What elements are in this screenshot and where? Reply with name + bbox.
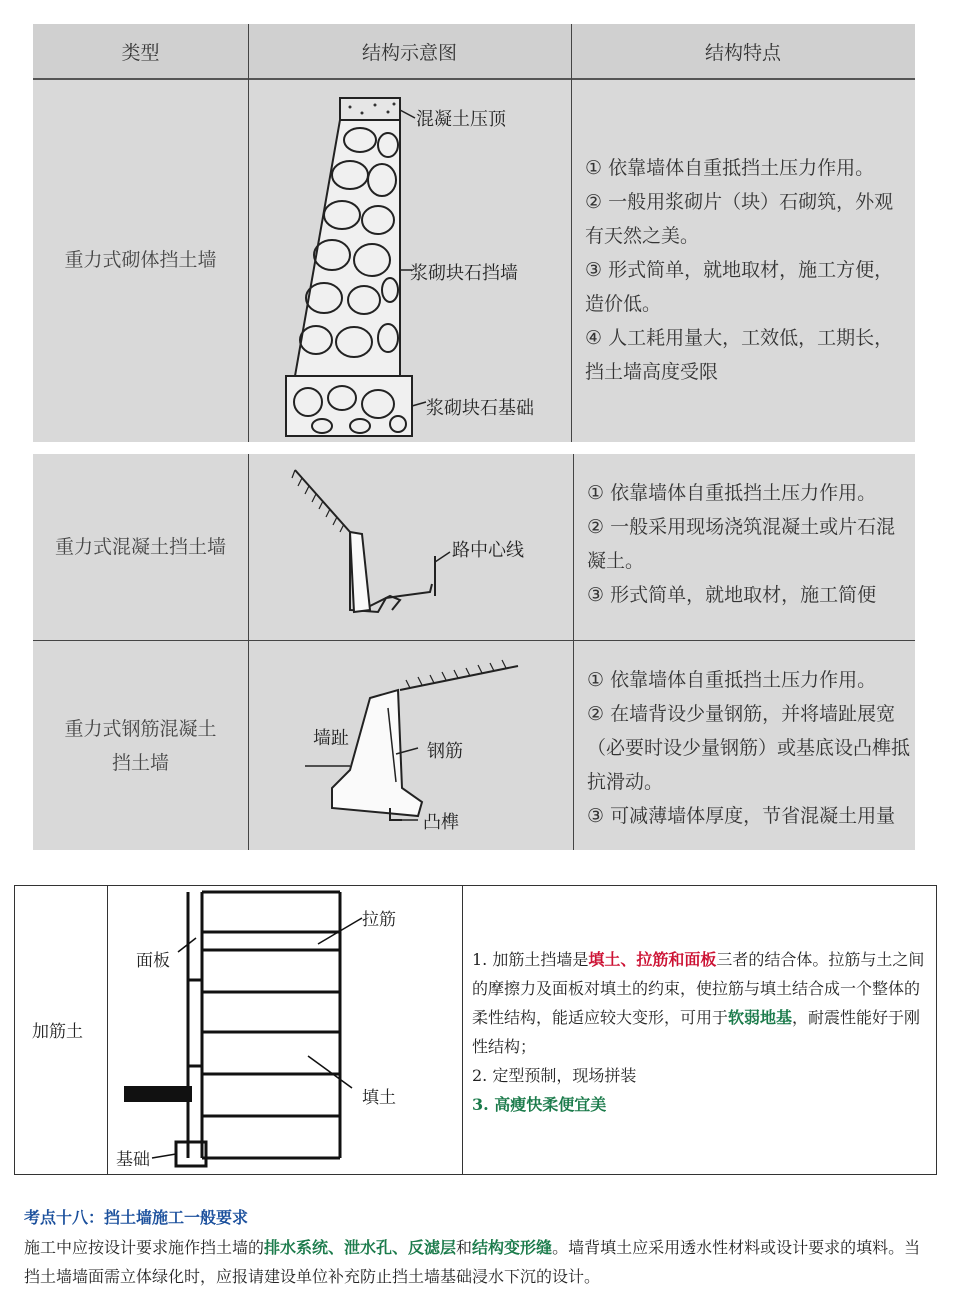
header-features: 结构特点 (704, 41, 781, 64)
label-rebar: 钢筋 (427, 741, 463, 762)
row2-type: 重力式混凝土挡土墙 (54, 536, 226, 558)
label-strip: 拉筋 (362, 910, 396, 930)
reinforced-type: 加筋土 (32, 1022, 83, 1042)
kaodian-body: 施工中应按设计要求施作挡土墙的排水系统、泄水孔、反滤层和结构变形缝。墙背填土应采用透水性材料或设计要求的填料。当挡土墙墙面需立体绿化时，应报请建设单位补充防止挡土墙基础浸水下沉的设计。 (24, 1238, 921, 1286)
reinforced-earth-diagram (108, 888, 458, 1172)
label-masonry-base: 浆砌块石基础 (426, 398, 534, 419)
header-type: 类型 (121, 41, 160, 64)
row1-features: ① 依靠墙体自重抵挡土压力作用。 ② 一般用浆砌片（块）石砌筑，外观有天然之美。 ③ 形式简单，就地取材，施工方便，造价低。 ④ 人工耗用量大，工效低，工期长，挡土墙高度受限 (585, 157, 894, 383)
table-header (33, 24, 915, 80)
header-diagram: 结构示意图 (361, 41, 457, 64)
label-panel: 面板 (136, 951, 170, 971)
label-wall-toe: 墙趾 (313, 728, 349, 749)
kaodian-title: 考点十八：挡土墙施工一般要求 (24, 1208, 249, 1227)
row3-type: 重力式钢筋混凝土 挡土墙 (64, 717, 217, 774)
label-shear-key: 凸榫 (423, 812, 459, 833)
label-foundation: 基础 (116, 1150, 150, 1170)
row3-rc-diagram (250, 642, 570, 848)
label-masonry-wall: 浆砌块石挡墙 (410, 263, 518, 284)
label-road-centerline: 路中心线 (452, 540, 524, 561)
label-concrete-cap: 混凝土压顶 (416, 109, 506, 130)
row2-features: ① 依靠墙体自重抵挡土压力作用。 ② 一般采用现场浇筑混凝土或片石混凝土。 ③ 形式简单，就地取材，施工简便 (587, 482, 896, 606)
row1-type: 重力式砌体挡土墙 (64, 249, 217, 271)
label-fill: 填土 (362, 1088, 396, 1108)
row3-features: ① 依靠墙体自重抵挡土压力作用。 ② 在墙背设少量钢筋，并将墙趾展宽（必要时设少量钢筋）或基底设凸榫抵抗滑动。 ③ 可减薄墙体厚度，节省混凝土用量 (587, 669, 911, 827)
reinforced-features: 1. 加筋土挡墙是填土、拉筋和面板三者的结合体。拉筋与土之间的摩擦力及面板对填土的约束，使拉筋与填土结合成一个整体的柔性结构，能适应较大变形，可用于软弱地基，耐震性能好于刚性结构； 2. 定型预制，现场拼装 3. 高瘦快柔便宜美 (472, 950, 925, 1114)
